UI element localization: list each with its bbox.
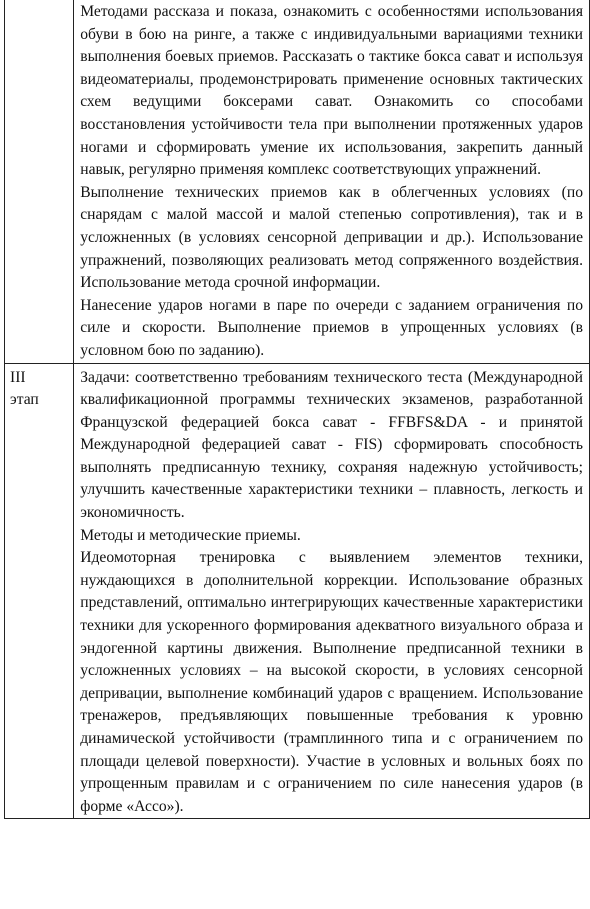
stage-number: III (10, 368, 26, 386)
paragraph: Методы и методические приемы. (80, 526, 301, 544)
table-row (5, 363, 590, 819)
paragraph: Задачи: соответственно требованиям технического теста (Международной квалификационной программы технических экзаменов, разработанной Французской федерацией бокса сават - FFBFS&DA - и принятой Международной федерацией сават - FIS) сформировать способность выполнять предписанную технику, сохраняя надежную устойчивость; улучшить качественные характеристики техники – плавность, легкость и экономичность. (80, 368, 583, 522)
paragraph: Выполнение технических приемов как в облегченных условиях (по снарядам с малой массой и малой степенью сопротивления), так и в усложненных (в условиях сенсорной депривации и др.). Использование упражнений, позволяющих реализовать метод сопряженного воздействия. Использование метода срочной информации. (80, 183, 583, 292)
content-cell (74, 0, 590, 363)
stage-label: этап (10, 391, 39, 409)
training-stages-table (4, 0, 590, 819)
paragraph: Методами рассказа и показа, ознакомить с особенностями использования обуви в бою на ринге, а также с индивидуальными вариациями техники выполнения боевых приемов. Рассказать о тактике бокса сават и используя видеоматериалы, продемонстрировать применение основных тактических схем ведущими боксерами сават. Ознакомить со способами восстановления устойчивости тела при выполнении протяженных ударов ногами и сформировать умение их использования, закрепить данный навык, регулярно применяя комплекс соответствующих упражнений. (80, 3, 583, 179)
paragraph: Нанесение ударов ногами в паре по очереди с заданием ограничения по силе и скорости. Выполнение приемов в упрощенных условиях (в условном бою по заданию). (80, 296, 583, 359)
stage-cell (5, 0, 74, 363)
stage-cell (5, 363, 74, 819)
content-cell (74, 363, 590, 819)
paragraph: Идеомоторная тренировка с выявлением элементов техники, нуждающихся в дополнительной коррекции. Использование образных представлений, оптимально интегрирующих качественные характеристики техники для ускоренного формирования адекватного визуального образа и эндогенной картины движения. Выполнение предписанной техники в усложненных условиях – на высокой скорости, в условиях сенсорной депривации, выполнение комбинаций ударов с вращением. Использование тренажеров, предъявляющих повышенные требования к уровню динамической устойчивости (трамплинного типа и с ограничением по площади целевой поверхности). Участие в условных и вольных боях по упрощенным правилам и с ограничением по силе нанесения ударов (в форме «Ассо»). (80, 549, 583, 815)
table-row (5, 0, 590, 363)
